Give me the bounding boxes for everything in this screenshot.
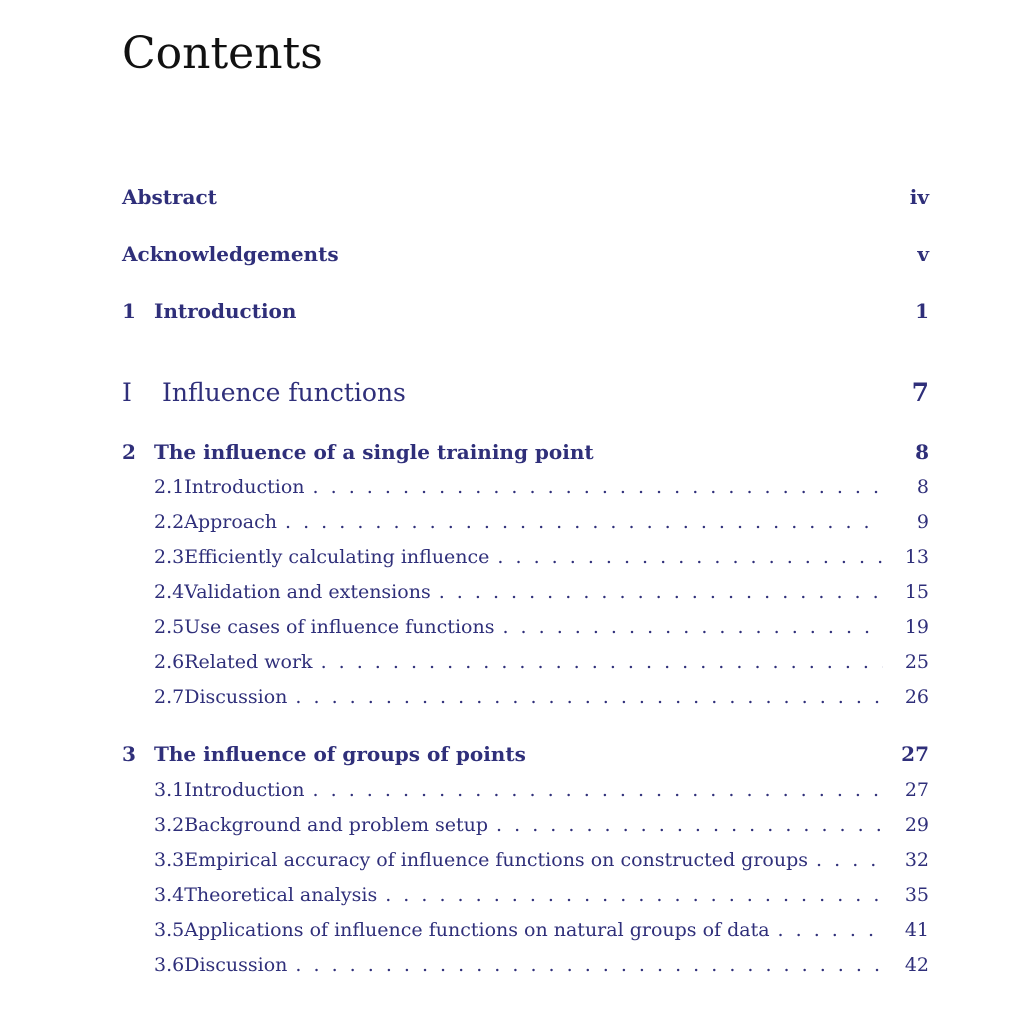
dot-leader (496, 814, 883, 836)
dot-leader (313, 476, 883, 498)
toc-chapter-page: 8 (915, 440, 929, 464)
toc-entry-page: iv (909, 185, 929, 209)
toc-section-title: Applications of influence functions on natural groups of data (184, 919, 770, 941)
toc-section-number: 2.2 (154, 511, 185, 533)
toc-entry-abstract[interactable] (122, 185, 929, 209)
toc-chapter-3[interactable] (122, 742, 929, 766)
toc-section-3-6[interactable] (154, 954, 929, 976)
toc-section-number: 2.5 (154, 616, 185, 638)
dot-leader (295, 686, 883, 708)
toc-section-number: 2.6 (154, 651, 185, 673)
toc-chapter-1[interactable] (122, 299, 929, 323)
toc-section-3-5[interactable] (154, 919, 929, 941)
toc-entry-title: Abstract (122, 185, 217, 209)
toc-part-title: Influence functions (162, 378, 406, 407)
toc-section-title: Empirical accuracy of influence functions on constructed groups (184, 849, 809, 871)
toc-section-page: 32 (904, 849, 929, 871)
toc-section-3-3[interactable] (154, 849, 929, 871)
toc-section-page: 15 (904, 581, 929, 603)
toc-section-3-1[interactable] (154, 779, 929, 801)
dot-leader (502, 616, 883, 638)
toc-part-page: 7 (911, 378, 929, 407)
toc-section-number: 3.4 (154, 884, 185, 906)
dot-leader (778, 919, 883, 941)
page-title: Contents (122, 28, 323, 79)
toc-section-number: 3.2 (154, 814, 185, 836)
toc-section-page: 41 (904, 919, 929, 941)
toc-chapter-title: The influence of groups of points (154, 742, 526, 766)
toc-section-number: 3.5 (154, 919, 185, 941)
toc-chapter-page: 1 (915, 299, 929, 323)
toc-section-2-1[interactable] (154, 476, 929, 498)
toc-entry-title: Acknowledgements (122, 242, 339, 266)
toc-section-number: 2.4 (154, 581, 185, 603)
toc-section-title: Introduction (184, 476, 305, 498)
toc-section-title: Use cases of influence functions (184, 616, 495, 638)
toc-chapter-title: The influence of a single training point (154, 440, 594, 464)
toc-chapter-title: Introduction (154, 299, 297, 323)
dot-leader (285, 511, 883, 533)
toc-entry-acknowledgements[interactable] (122, 242, 929, 266)
toc-section-2-3[interactable] (154, 546, 929, 568)
toc-section-page: 29 (904, 814, 929, 836)
dot-leader (497, 546, 883, 568)
toc-section-title: Related work (184, 651, 313, 673)
toc-section-page: 25 (904, 651, 929, 673)
dot-leader (439, 581, 883, 603)
toc-section-3-2[interactable] (154, 814, 929, 836)
toc-section-2-4[interactable] (154, 581, 929, 603)
toc-chapter-number: 1 (122, 299, 136, 323)
toc-section-page: 26 (904, 686, 929, 708)
dot-leader (816, 849, 883, 871)
toc-section-title: Validation and extensions (184, 581, 431, 603)
dot-leader (295, 954, 883, 976)
toc-section-title: Discussion (184, 686, 288, 708)
toc-section-page: 9 (916, 511, 929, 533)
toc-section-number: 3.6 (154, 954, 185, 976)
toc-section-2-6[interactable] (154, 651, 929, 673)
dot-leader (321, 651, 883, 673)
toc-chapter-page: 27 (901, 742, 929, 766)
toc-section-2-5[interactable] (154, 616, 929, 638)
toc-chapter-number: 3 (122, 742, 136, 766)
toc-section-title: Background and problem setup (184, 814, 489, 836)
toc-section-number: 3.3 (154, 849, 185, 871)
toc-chapter-number: 2 (122, 440, 136, 464)
toc-section-number: 2.3 (154, 546, 185, 568)
toc-part-1[interactable] (122, 378, 929, 407)
toc-section-title: Theoretical analysis (184, 884, 378, 906)
dot-leader (385, 884, 883, 906)
toc-section-title: Approach (184, 511, 277, 533)
toc-section-title: Efficiently calculating influence (184, 546, 490, 568)
toc-section-number: 2.1 (154, 476, 185, 498)
dot-leader (313, 779, 883, 801)
toc-section-2-7[interactable] (154, 686, 929, 708)
toc-entry-page: v (917, 242, 929, 266)
toc-section-page: 19 (904, 616, 929, 638)
toc-section-title: Discussion (184, 954, 288, 976)
toc-section-number: 2.7 (154, 686, 185, 708)
toc-section-page: 13 (904, 546, 929, 568)
toc-section-title: Introduction (184, 779, 305, 801)
toc-section-3-4[interactable] (154, 884, 929, 906)
toc-section-page: 35 (904, 884, 929, 906)
toc-section-page: 8 (916, 476, 929, 498)
toc-part-number: I (122, 378, 132, 407)
toc-section-page: 42 (904, 954, 929, 976)
toc-section-number: 3.1 (154, 779, 185, 801)
toc-chapter-2[interactable] (122, 440, 929, 464)
toc-section-page: 27 (904, 779, 929, 801)
toc-section-2-2[interactable] (154, 511, 929, 533)
